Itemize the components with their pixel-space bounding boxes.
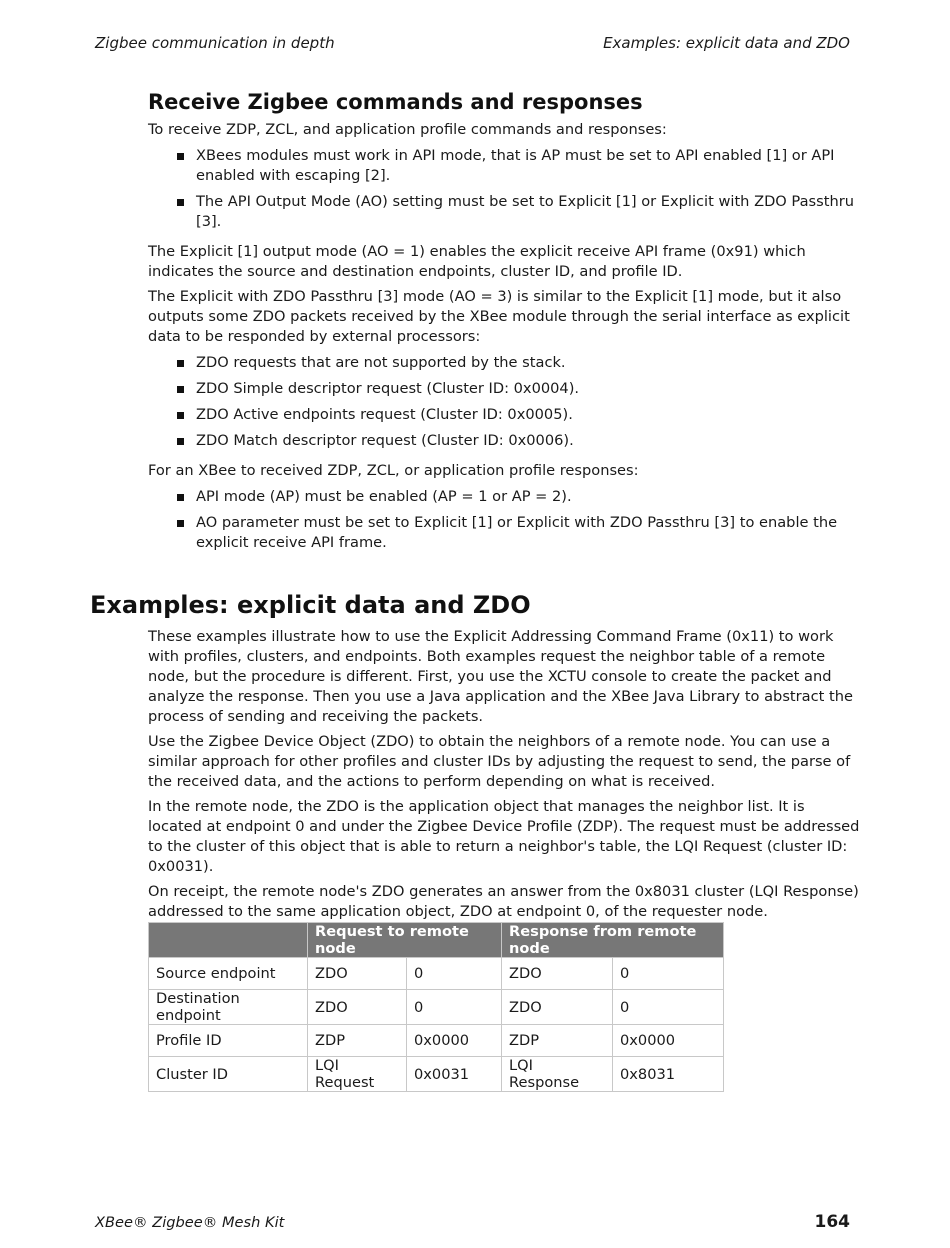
table-cell: LQI Request bbox=[308, 1057, 407, 1092]
table-cell: Source endpoint bbox=[149, 958, 308, 990]
table-header-cell: Response from remote node bbox=[502, 923, 724, 958]
list-item: AO parameter must be set to Explicit [1] or Explicit with ZDO Passthru [3] to enable the explicit receive API frame. bbox=[196, 513, 860, 553]
section-title: Receive Zigbee commands and responses bbox=[148, 90, 643, 114]
bullet-icon bbox=[177, 199, 184, 206]
bullet-icon bbox=[177, 360, 184, 367]
table-header-cell: Request to remote node bbox=[308, 923, 502, 958]
table-cell: ZDO bbox=[308, 990, 407, 1025]
table-cell: 0x8031 bbox=[613, 1057, 724, 1092]
paragraph: Use the Zigbee Device Object (ZDO) to obtain the neighbors of a remote node. You can use a similar approach for other profiles and cluster IDs by adjusting the request to send, the parse of the received data, and the actions to perform depending on what is received. bbox=[148, 733, 851, 790]
table-header-cell bbox=[149, 923, 308, 958]
list-item: ZDO Match descriptor request (Cluster ID: 0x0006). bbox=[196, 431, 860, 451]
table-row bbox=[149, 1057, 724, 1092]
table-row bbox=[149, 1025, 724, 1057]
table-cell: 0x0000 bbox=[613, 1025, 724, 1057]
list-item: API mode (AP) must be enabled (AP = 1 or AP = 2). bbox=[196, 487, 860, 507]
bullet-icon bbox=[177, 438, 184, 445]
paragraph: The Explicit [1] output mode (AO = 1) enables the explicit receive API frame (0x91) which indicates the source and destination endpoints, cluster ID, and profile ID. bbox=[148, 243, 806, 280]
table-cell: Destination endpoint bbox=[149, 990, 308, 1025]
bullet-icon bbox=[177, 494, 184, 501]
page-footer bbox=[95, 1212, 850, 1236]
table-cell: LQI Response bbox=[502, 1057, 613, 1092]
bullet-icon bbox=[177, 412, 184, 419]
table-cell: 0 bbox=[407, 990, 502, 1025]
table-cell: ZDP bbox=[502, 1025, 613, 1057]
table-row bbox=[149, 990, 724, 1025]
section-title-examples: Examples: explicit data and ZDO bbox=[90, 591, 531, 619]
paragraph: In the remote node, the ZDO is the application object that manages the neighbor list. It is located at endpoint 0 and under the Zigbee Device Profile (ZDP). The request must be addressed to the cluster of this object that is able to return a neighbor's table, the LQI Request (cluster ID: 0x0031). bbox=[148, 798, 860, 875]
paragraph: On receipt, the remote node's ZDO generates an answer from the 0x8031 cluster (LQI Response) addressed to the same application object, ZDO at endpoint 0, of the requester node. bbox=[148, 883, 859, 920]
bullet-list-api-mode bbox=[148, 146, 860, 232]
list-item: The API Output Mode (AO) setting must be set to Explicit [1] or Explicit with ZDO Passthru [3]. bbox=[196, 192, 860, 232]
bullet-icon bbox=[177, 520, 184, 527]
section-receive-commands bbox=[148, 90, 860, 563]
page-number: 164 bbox=[814, 1212, 850, 1232]
table-cell: ZDP bbox=[308, 1025, 407, 1057]
intro-paragraph: To receive ZDP, ZCL, and application profile commands and responses: bbox=[148, 121, 667, 138]
table-cell: ZDO bbox=[502, 990, 613, 1025]
table-cell: ZDO bbox=[502, 958, 613, 990]
bullet-icon bbox=[177, 386, 184, 393]
list-item: ZDO Simple descriptor request (Cluster ID: 0x0004). bbox=[196, 379, 860, 399]
bullet-list-responses bbox=[148, 487, 860, 553]
section-examples bbox=[148, 627, 860, 927]
footer-product-name: XBee® Zigbee® Mesh Kit bbox=[95, 1214, 285, 1231]
table-cell: ZDO bbox=[308, 958, 407, 990]
bullet-icon bbox=[177, 153, 184, 160]
table-row bbox=[149, 958, 724, 990]
table-cell: 0x0000 bbox=[407, 1025, 502, 1057]
header-chapter: Zigbee communication in depth bbox=[95, 34, 335, 52]
table-cell: Profile ID bbox=[149, 1025, 308, 1057]
paragraph: For an XBee to received ZDP, ZCL, or application profile responses: bbox=[148, 462, 639, 479]
table-cell: 0x0031 bbox=[407, 1057, 502, 1092]
table-cell: 0 bbox=[613, 958, 724, 990]
paragraph: These examples illustrate how to use the Explicit Addressing Command Frame (0x11) to work with profiles, clusters, and endpoints. Both examples request the neighbor table of a remote node, but the procedure is different. First, you use the XCTU console to create the packet and analyze the response. Then you use a Java application and the XBee Java Library to abstract the process of sending and receiving the packets. bbox=[148, 628, 853, 725]
bullet-list-zdo-packets bbox=[148, 353, 860, 451]
paragraph: The Explicit with ZDO Passthru [3] mode (AO = 3) is similar to the Explicit [1] mode, but it also outputs some ZDO packets received by the XBee module through the serial interface as explicit data to be responded by external processors: bbox=[148, 288, 850, 345]
page-header bbox=[95, 34, 850, 56]
header-section: Examples: explicit data and ZDO bbox=[603, 34, 850, 52]
table-cell: Cluster ID bbox=[149, 1057, 308, 1092]
table-cell: 0 bbox=[407, 958, 502, 990]
list-item: ZDO requests that are not supported by the stack. bbox=[196, 353, 860, 373]
table-cell: 0 bbox=[613, 990, 724, 1025]
endpoint-table bbox=[148, 922, 724, 1092]
list-item: XBees modules must work in API mode, that is AP must be set to API enabled [1] or API enabled with escaping [2]. bbox=[196, 146, 860, 186]
table-header-row bbox=[149, 923, 724, 958]
list-item: ZDO Active endpoints request (Cluster ID: 0x0005). bbox=[196, 405, 860, 425]
